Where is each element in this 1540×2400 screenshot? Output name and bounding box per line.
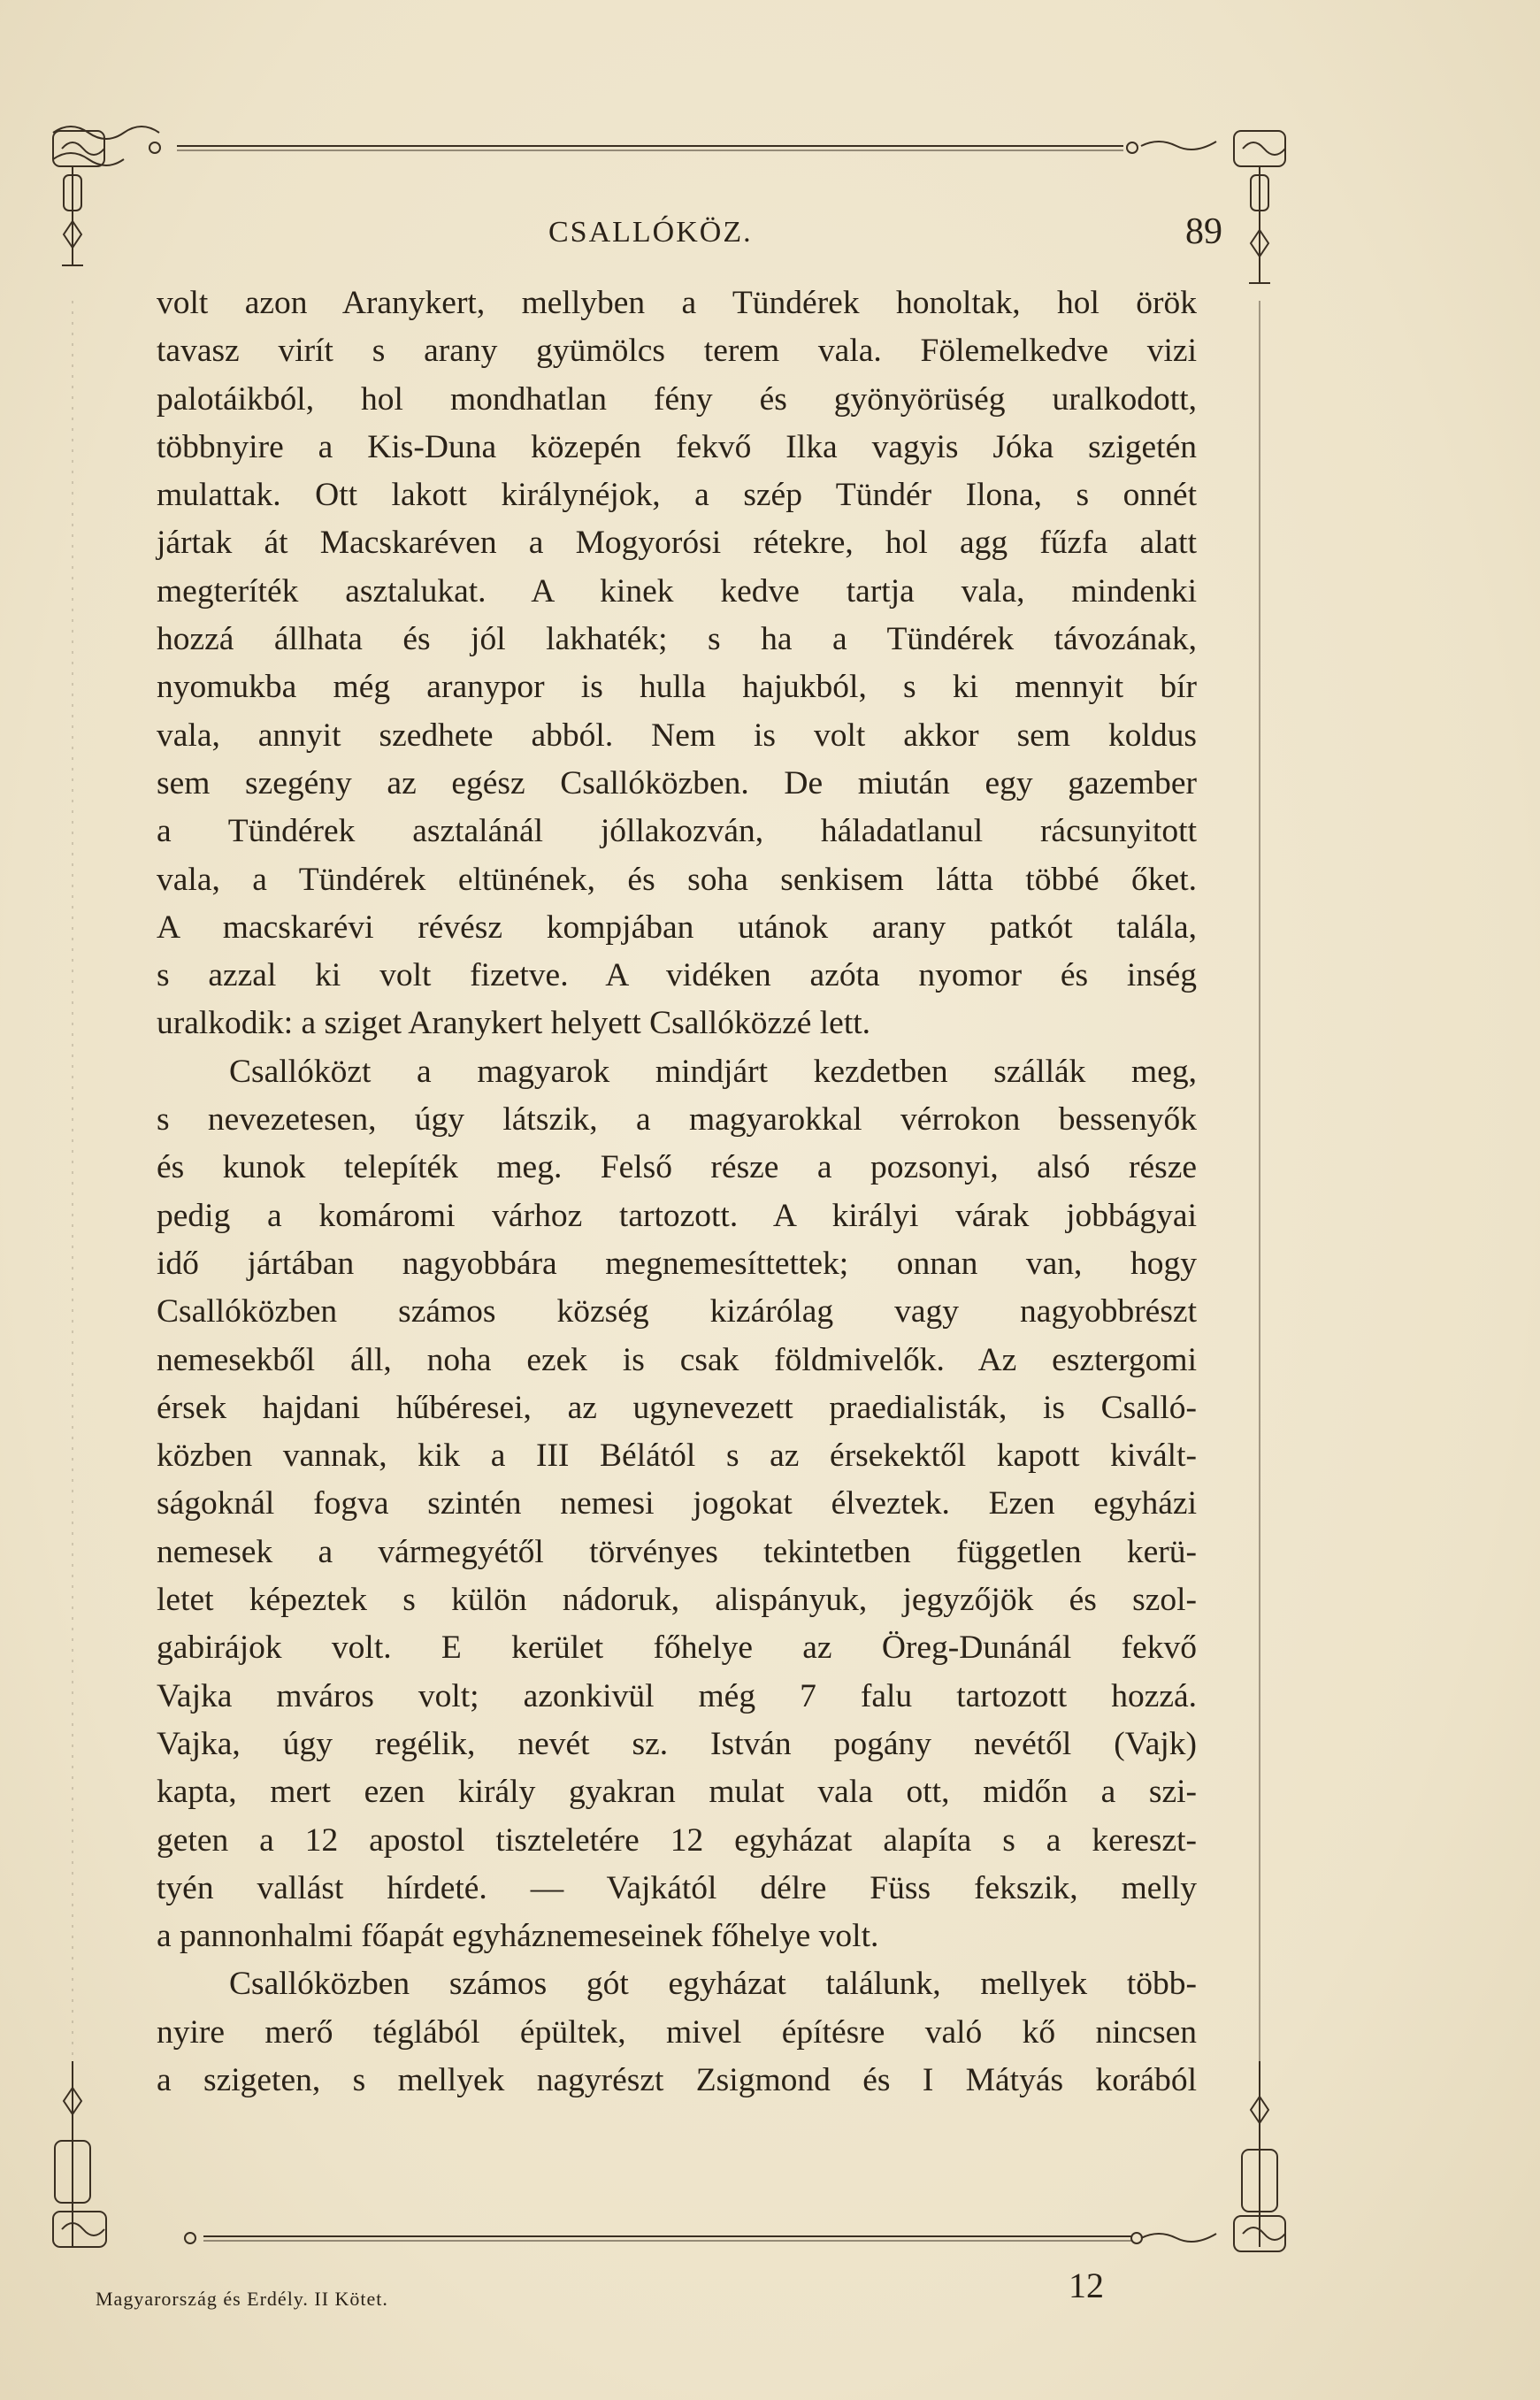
text-line: Vajka mváros volt; azonkivül még 7 falu tartozott hozzá. xyxy=(157,1677,1197,1714)
text-line: volt azon Aranykert, mellyben a Tündérek honoltak, hol örök xyxy=(157,285,1197,321)
text-line: tavasz virít s arany gyümölcs terem vala. Fölemelkedve vizi xyxy=(157,333,1197,370)
text-line: vala, a Tündérek eltünének, és soha senkisem látta többé őket. xyxy=(157,861,1197,898)
text-line: nemesek a vármegyétől törvényes tekintetben független kerü- xyxy=(157,1533,1197,1570)
text-line: geten a 12 apostol tiszteletére 12 egyházat alapíta s a kereszt- xyxy=(157,1821,1197,1859)
text-line: jártak át Macskaréven a Mogyorósi rétekre, hol agg fűzfa alatt xyxy=(157,525,1197,562)
text-line: többnyire a Kis-Duna közepén fekvő Ilka vagyis Jóka szigetén xyxy=(157,428,1197,465)
text-line: letet képeztek s külön nádoruk, alispányuk, jegyzőjök és szol- xyxy=(157,1582,1197,1619)
text-line: Vajka, úgy regélik, nevét sz. István pogány nevétől (Vajk) xyxy=(157,1725,1197,1762)
text-line: Csallóközben számos község kizárólag vagy nagyobbrészt xyxy=(157,1293,1197,1330)
page-header xyxy=(150,211,1222,264)
text-line: gabirájok volt. E kerület főhelye az Öreg-Dunánál fekvő xyxy=(157,1629,1197,1667)
running-title: CSALLÓKÖZ. xyxy=(548,216,753,249)
page-number: 89 xyxy=(1185,211,1222,252)
signature-mark: 12 xyxy=(1069,2266,1104,2305)
text-line: kapta, mert ezen király gyakran mulat vala ott, midőn a szi- xyxy=(157,1774,1197,1811)
text-line: s nevezetesen, úgy látszik, a magyarokkal vérrokon bessenyők xyxy=(157,1101,1197,1139)
text-line: a Tündérek asztalánál jóllakozván, háladatlanul rácsunyitott xyxy=(157,813,1197,850)
text-line: palotáikból, hol mondhatlan fény és gyönyörüség uralkodott, xyxy=(157,380,1197,418)
text-line: pedig a komáromi várhoz tartozott. A királyi várak jobbágyai xyxy=(157,1197,1197,1234)
text-line: nyomukba még aranypor is hulla hajukból, s ki mennyit bír xyxy=(157,669,1197,706)
text-line: közben vannak, kik a III Bélától s az érsekektől kapott kivált- xyxy=(157,1438,1197,1475)
text-line: vala, annyit szedhete abból. Nem is volt akkor sem koldus xyxy=(157,717,1197,754)
text-line: érsek hajdani hűbéresei, az ugynevezett praedialisták, is Csalló- xyxy=(157,1389,1197,1426)
text-line: a pannonhalmi főapát egyháznemeseinek főhelye volt. xyxy=(157,1918,879,1955)
text-line: sem szegény az egész Csallóközben. De miután egy gazember xyxy=(157,764,1197,801)
text-line: A macskarévi révész kompjában utánok arany patkót talála, xyxy=(157,909,1197,946)
body-text xyxy=(157,280,1197,2105)
text-line: ságoknál fogva szintén nemesi jogokat élveztek. Ezen egyházi xyxy=(157,1485,1197,1522)
text-line: uralkodik: a sziget Aranykert helyett Csallóközzé lett. xyxy=(157,1005,871,1042)
text-line: nyire merő téglából épültek, mivel építésre való kő nincsen xyxy=(157,2013,1197,2051)
text-line: és kunok telepíték meg. Felső része a pozsonyi, alsó része xyxy=(157,1149,1197,1186)
text-line: tyén vallást hírdeté. — Vajkától délre Füss fekszik, melly xyxy=(157,1869,1197,1906)
text-line: s azzal ki volt fizetve. A vidéken azóta nyomor és inség xyxy=(157,957,1197,994)
text-line: mulattak. Ott lakott királynéjok, a szép Tündér Ilona, s onnét xyxy=(157,477,1197,514)
text-line: idő jártában nagyobbára megnemesíttettek; onnan van, hogy xyxy=(157,1245,1197,1282)
text-line: hozzá állhata és jól lakhaték; s ha a Tündérek távozának, xyxy=(157,621,1197,658)
text-line: nemesekből áll, noha ezek is csak földmivelők. Az esztergomi xyxy=(157,1341,1197,1378)
text-line: megteríték asztalukat. A kinek kedve tartja vala, mindenki xyxy=(157,572,1197,610)
page-footer xyxy=(96,2265,1157,2318)
text-line: Csallóközben számos gót egyházat találunk, mellyek több- xyxy=(229,1966,1197,2003)
footer-source: Magyarország és Erdély. II Kötet. xyxy=(96,2288,388,2310)
text-line: a szigeten, s mellyek nagyrészt Zsigmond és I Mátyás korából xyxy=(157,2061,1197,2098)
text-line: Csallóközt a magyarok mindjárt kezdetben szállák meg, xyxy=(229,1053,1197,1090)
